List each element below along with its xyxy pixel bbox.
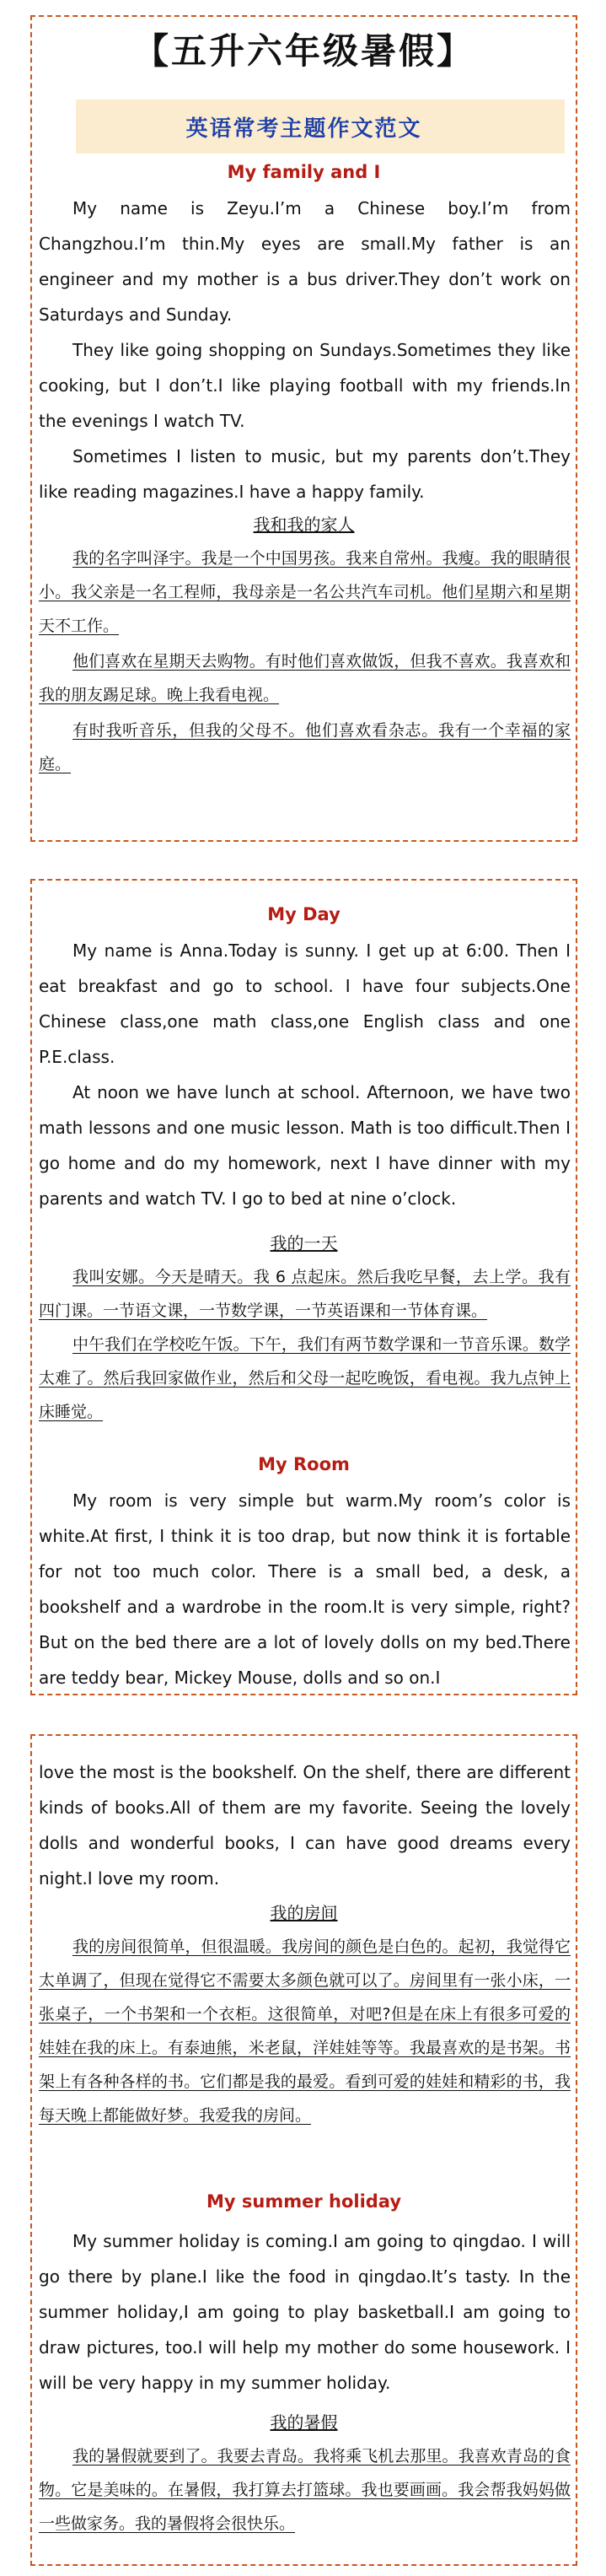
page-panel-1	[30, 15, 577, 842]
family-cn-title: 我和我的家人	[253, 515, 355, 535]
room-cn-paragraph-1: 我的房间很简单，但很温暖。我房间的颜色是白色的。起初，我觉得它太单调了，但现在觉得它不需要太多颜色就可以了。房间里有一张小床，一张桌子，一个书架和一个衣柜。这很简单，对吧?但是在床上有很多可爱的娃娃在我的床上。有泰迪熊，米老鼠，洋娃娃等等。我最喜欢的是书架。书架上有各种各样的书。它们都是我的最爱。看到可爱的娃娃和精彩的书，我每天晚上都能做好梦。我爱我的房间。	[39, 1937, 571, 2125]
family-en-paragraph-3: Sometimes I listen to music, but my parents don’t.They like reading magazines.I have a happy family.	[39, 446, 571, 502]
day-cn-paragraph-2: 中午我们在学校吃午饭。下午，我们有两节数学课和一节音乐课。数学太难了。然后我回家做作业，然后和父母一起吃晚饭，看电视。我九点钟上床睡觉。	[39, 1335, 571, 1421]
essay-title-room: My Room	[258, 1454, 350, 1474]
subtitle: 英语常考主题作文范文	[185, 116, 422, 142]
room-cn-title: 我的房间	[270, 1903, 338, 1923]
summer-cn-title: 我的暑假	[270, 2412, 338, 2433]
summer-cn-paragraph-1: 我的暑假就要到了。我要去青岛。我将乘飞机去那里。我喜欢青岛的食物。它是美味的。在暑假，我打算去打篮球。我也要画画。我会帮我妈妈做一些做家务。我的暑假将会很快乐。	[39, 2447, 571, 2533]
family-en-paragraph-1: My name is Zeyu.I’m a Chinese boy.I’m from Changzhou.I’m thin.My eyes are small.My father is an engineer and my mother is a bus driver.They don’t work on Saturdays and Sunday.	[39, 198, 571, 325]
room-en-paragraph-part-1: My room is very simple but warm.My room’s color is white.At first, I think it is too drap, but now think it is fortable for not too much color. There is a small bed, a desk, a bookshelf and a wardrobe in the room.It is very simple, right?But on the bed there are a lot of lovely dolls on my bed.There are teddy bear, Mickey Mouse, dolls and so on.I	[39, 1490, 571, 1688]
essay-title-day: My Day	[267, 904, 341, 924]
room-en-paragraph-part-2: love the most is the bookshelf. On the shelf, there are different kinds of books.All of them are my favorite. Seeing the lovely dolls and wonderful books, I can have good dreams every night.I love my room.	[39, 1762, 571, 1889]
day-en-paragraph-2: At noon we have lunch at school. Afternoon, we have two math lessons and one music lesson. Math is too difficult.Then I go home and do my homework, next I have dinner with my parents and watch TV. I go to bed at nine o’clock.	[39, 1082, 571, 1209]
essay-title-family: My family and I	[227, 162, 381, 182]
family-cn-paragraph-1: 我的名字叫泽宇。我是一个中国男孩。我来自常州。我瘦。我的眼睛很小。我父亲是一名工程师，我母亲是一名公共汽车司机。他们星期六和星期天不工作。	[39, 549, 571, 635]
family-cn-paragraph-2: 他们喜欢在星期天去购物。有时他们喜欢做饭，但我不喜欢。我喜欢和我的朋友踢足球。晚上我看电视。	[39, 652, 571, 704]
day-cn-paragraph-1: 我叫安娜。今天是晴天。我 6 点起床。然后我吃早餐，去上学。我有四门课。一节语文课，一节数学课，一节英语课和一节体育课。	[39, 1268, 571, 1320]
page-panel-3	[30, 1734, 577, 2566]
essay-title-summer: My summer holiday	[206, 2191, 402, 2212]
family-en-paragraph-2: They like going shopping on Sundays.Sometimes they like cooking, but I don’t.I like playing football with my friends.In the evenings I watch TV.	[39, 340, 571, 431]
day-cn-title: 我的一天	[270, 1233, 338, 1253]
day-en-paragraph-1: My name is Anna.Today is sunny. I get up at 6:00. Then I eat breakfast and go to school. I have four subjects.One Chinese class,one math class,one English class and one P.E.class.	[39, 940, 571, 1067]
family-cn-paragraph-3: 有时我听音乐，但我的父母不。他们喜欢看杂志。我有一个幸福的家庭。	[39, 721, 571, 773]
summer-en-paragraph-1: My summer holiday is coming.I am going to qingdao. I will go there by plane.I like the food in qingdao.It’s tasty. In the summer holiday,I am going to play basketball.I am going to draw pictures, too.I will help my mother do some housework. I will be very happy in my summer holiday.	[39, 2231, 571, 2393]
page-panel-2	[30, 879, 577, 1695]
main-title: 【五升六年级暑假】	[132, 30, 475, 72]
